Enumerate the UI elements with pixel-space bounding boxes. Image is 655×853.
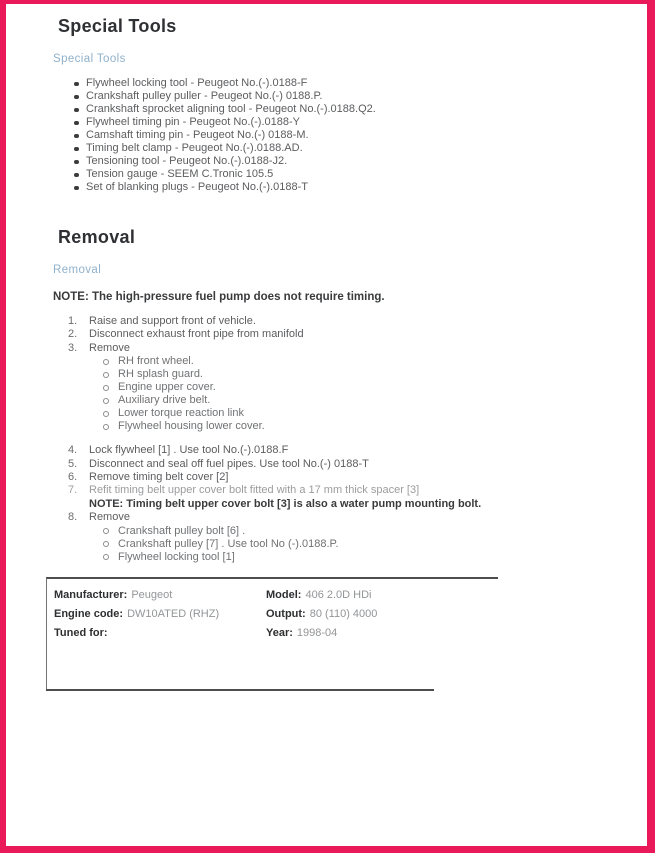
vehicle-info-row <box>266 586 498 605</box>
sub-item <box>103 368 627 381</box>
step-text: Remove <box>89 511 130 524</box>
sub-item <box>103 538 627 551</box>
info-label: Engine code: <box>54 607 124 620</box>
info-label: Tuned for: <box>54 626 108 639</box>
tool-list-item: Flywheel locking tool - Peugeot No.(-).0188-F <box>52 77 627 90</box>
sub-item <box>103 420 627 433</box>
circle-bullet-icon <box>103 398 109 404</box>
sub-item-text: Crankshaft pulley [7] . Use tool No (-).0188.P. <box>118 537 339 550</box>
info-value: Peugeot <box>131 588 173 601</box>
circle-bullet-icon <box>103 554 109 560</box>
step-text: Remove <box>89 341 130 354</box>
info-label: Year: <box>266 626 293 639</box>
vehicle-info-row <box>54 605 266 624</box>
special-tools-link[interactable]: Special Tools <box>53 53 126 65</box>
circle-bullet-icon <box>103 541 109 547</box>
tool-list-item: Tension gauge - SEEM C.Tronic 105.5 <box>52 168 627 181</box>
circle-bullet-icon <box>103 372 109 378</box>
sub-item <box>103 355 627 368</box>
tool-list-item: Timing belt clamp - Peugeot No.(-).0188.AD. <box>52 142 627 155</box>
tool-list-item: Crankshaft sprocket aligning tool - Peugeot No.(-).0188.Q2. <box>52 103 627 116</box>
tool-list-item: Flywheel timing pin - Peugeot No.(-).0188-Y <box>52 116 627 129</box>
sub-item-text: Auxiliary drive belt. <box>118 394 211 407</box>
circle-bullet-icon <box>103 411 109 417</box>
step-text: Disconnect exhaust front pipe from manifold <box>89 328 304 341</box>
info-label: Output: <box>266 607 306 620</box>
sub-item <box>103 407 627 420</box>
tool-list-item: Crankshaft pulley puller - Peugeot No.(-) 0188.P. <box>52 90 627 103</box>
special-tools-heading: Special Tools <box>58 16 177 36</box>
step-number: 5. <box>68 457 78 470</box>
removal-link[interactable]: Removal <box>53 264 102 276</box>
step-4 <box>52 444 627 457</box>
step-6 <box>52 471 627 484</box>
vehicle-info-box <box>46 577 498 691</box>
step-number: 7. <box>68 484 78 497</box>
step-2 <box>52 328 627 341</box>
step-text: Lock flywheel [1] . Use tool No.(-).0188.F <box>89 444 289 457</box>
sub-item-text: Crankshaft pulley bolt [6] . <box>118 524 246 537</box>
step-number: 3. <box>68 341 78 354</box>
info-value: 406 2.0D HDi <box>305 588 372 601</box>
removal-steps <box>52 315 627 564</box>
sub-item <box>103 551 627 564</box>
spacer <box>52 433 627 444</box>
info-value: DW10ATED (RHZ) <box>127 607 220 620</box>
step-7-note: NOTE: Timing belt upper cover bolt [3] is also a water pump mounting bolt. <box>89 497 482 510</box>
step-number: 4. <box>68 444 78 457</box>
vehicle-info-row <box>54 586 266 605</box>
sub-item <box>103 525 627 538</box>
document-page <box>6 4 647 846</box>
step-number: 1. <box>68 315 78 327</box>
circle-bullet-icon <box>103 424 109 430</box>
tool-list-item: Tensioning tool - Peugeot No.(-).0188-J2. <box>52 155 627 168</box>
step-7 <box>52 484 627 497</box>
step-text: Disconnect and seal off fuel pipes. Use tool No.(-) 0188-T <box>89 457 369 470</box>
step-3-sublist <box>52 355 627 433</box>
tool-list-item: Set of blanking plugs - Peugeot No.(-).0188-T <box>52 181 627 194</box>
step-5 <box>52 458 627 471</box>
sub-item-text: Flywheel housing lower cover. <box>118 420 265 433</box>
vehicle-info-row <box>54 624 266 643</box>
step-text: Refit timing belt upper cover bolt fitted with a 17 mm thick spacer [3] <box>89 484 420 497</box>
circle-bullet-icon <box>103 359 109 365</box>
step-text: Raise and support front of vehicle. <box>89 315 256 327</box>
step-8-sublist <box>52 525 627 564</box>
info-value: 80 (110) 4000 <box>309 607 378 620</box>
tool-list-item: Camshaft timing pin - Peugeot No.(-) 0188-M. <box>52 129 627 142</box>
sub-item-text: Flywheel locking tool [1] <box>118 550 235 563</box>
step-8 <box>52 511 627 524</box>
circle-bullet-icon <box>103 528 109 534</box>
sub-item <box>103 394 627 407</box>
sub-item-text: Engine upper cover. <box>118 381 216 394</box>
step-1 <box>52 315 627 328</box>
info-label: Manufacturer: <box>54 588 128 601</box>
info-value: 1998-04 <box>296 626 338 639</box>
sub-item-text: RH splash guard. <box>118 368 203 381</box>
step-number: 6. <box>68 471 78 484</box>
step-number: 8. <box>68 511 78 524</box>
sub-item <box>103 381 627 394</box>
removal-note: NOTE: The high-pressure fuel pump does not require timing. <box>53 291 385 303</box>
removal-heading: Removal <box>58 227 136 247</box>
step-number: 2. <box>68 328 78 341</box>
sub-item-text: Lower torque reaction link <box>118 407 244 420</box>
vehicle-info-row <box>266 605 498 624</box>
special-tools-list <box>52 77 627 194</box>
circle-bullet-icon <box>103 385 109 391</box>
step-3 <box>52 342 627 355</box>
vehicle-info-row <box>266 624 498 643</box>
info-label: Model: <box>266 588 302 601</box>
step-text: Remove timing belt cover [2] <box>89 471 229 484</box>
sub-item-text: RH front wheel. <box>118 355 194 368</box>
vehicle-info-grid <box>54 586 498 643</box>
